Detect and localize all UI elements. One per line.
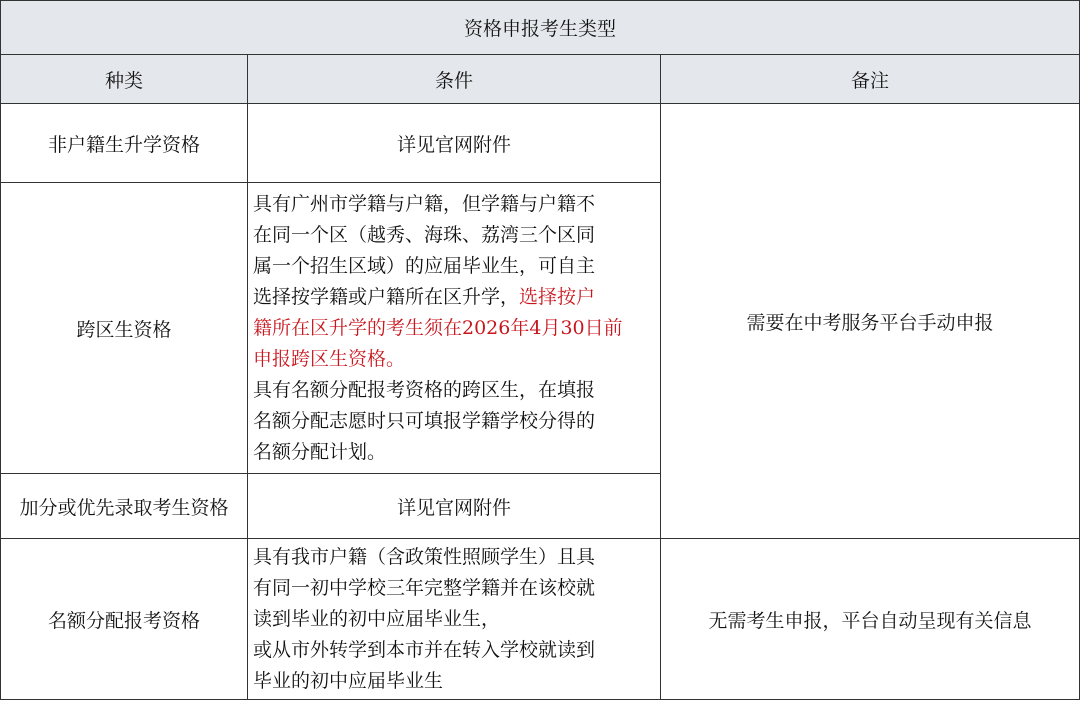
condition-text: 名额分配计划。 (253, 440, 387, 463)
highlight-text: 申报跨区生资格。 (253, 347, 406, 370)
highlight-text: 籍所在区升学的考生须在2026年4月30日前 (253, 316, 623, 339)
condition-cell (248, 183, 661, 474)
condition-line (253, 313, 656, 344)
condition-line (253, 344, 656, 375)
condition-line (253, 375, 656, 406)
column-header-condition: 条件 (248, 55, 661, 104)
condition-line (253, 604, 656, 635)
condition-text: 或从市外转学到本市并在转入学校就读到 (253, 638, 596, 661)
condition-text: 具有名额分配报考资格的跨区生，在填报 (253, 378, 596, 401)
condition-line (253, 542, 656, 573)
table-title: 资格申报考生类型 (1, 1, 1080, 55)
condition-line (253, 666, 656, 697)
condition-text: 有同一初中学校三年完整学籍并在该校就 (253, 576, 596, 599)
table-row (1, 539, 1080, 700)
type-cell: 加分或优先录取考生资格 (1, 474, 248, 539)
condition-cell: 详见官网附件 (248, 474, 661, 539)
remark-cell: 需要在中考服务平台手动申报 (661, 104, 1080, 539)
table-row (1, 104, 1080, 183)
condition-text: 在同一个区（越秀、海珠、荔湾三个区同 (253, 223, 596, 246)
condition-line (253, 573, 656, 604)
type-cell: 跨区生资格 (1, 183, 248, 474)
condition-text-block (248, 189, 660, 468)
condition-text: 名额分配志愿时只可填报学籍学校分得的 (253, 409, 596, 432)
condition-line (253, 406, 656, 437)
condition-line (253, 251, 656, 282)
condition-line (253, 220, 656, 251)
condition-text: 读到毕业的初中应届毕业生， (253, 607, 501, 630)
condition-line (253, 635, 656, 666)
condition-text-block (248, 542, 660, 697)
condition-text: 毕业的初中应届毕业生 (253, 669, 444, 692)
type-cell: 非户籍生升学资格 (1, 104, 248, 183)
condition-cell (248, 539, 661, 700)
condition-cell: 详见官网附件 (248, 104, 661, 183)
condition-line (253, 282, 656, 313)
highlight-text: 选择按户 (519, 285, 596, 308)
column-header-type: 种类 (1, 55, 248, 104)
condition-text: 属一个招生区域）的应届毕业生，可自主 (253, 254, 596, 277)
remark-cell: 无需考生申报，平台自动呈现有关信息 (661, 539, 1080, 700)
condition-text: 具有广州市学籍与户籍，但学籍与户籍不 (253, 192, 596, 215)
condition-line (253, 189, 656, 220)
condition-text: 具有我市户籍（含政策性照顾学生）且具 (253, 545, 596, 568)
condition-text: 选择按学籍或户籍所在区升学， (253, 285, 520, 308)
type-cell: 名额分配报考资格 (1, 539, 248, 700)
column-header-remark: 备注 (661, 55, 1080, 104)
condition-line (253, 437, 656, 468)
